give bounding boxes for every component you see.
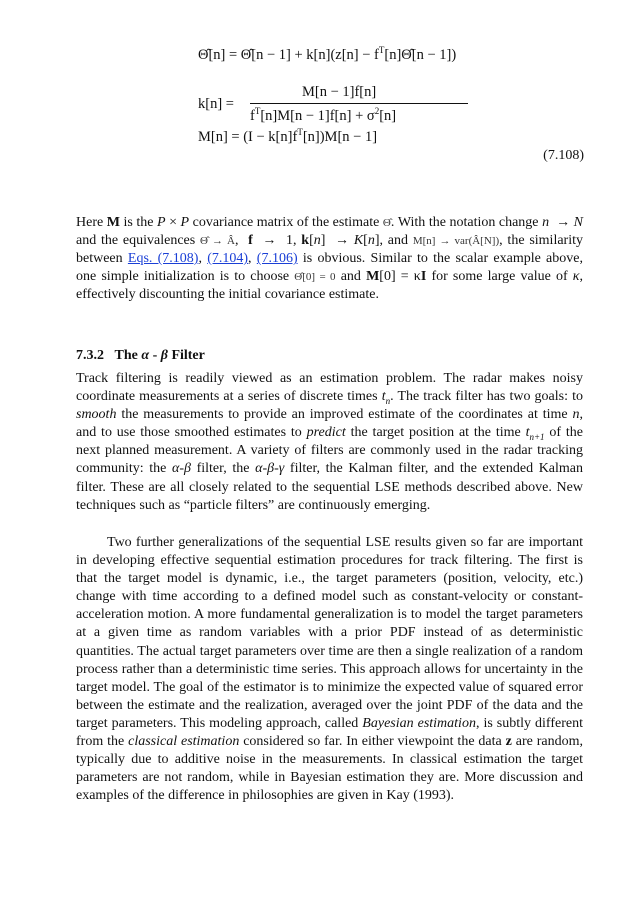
fraction-bar	[250, 103, 468, 104]
equation-gain-denominator: $f^T[n]M[n - 1]f[n] + \sigma^2[n]$	[250, 106, 397, 124]
equation-number: (7.108)	[543, 148, 584, 163]
equation-reference-link[interactable]: (7.104)	[207, 251, 249, 267]
section-heading: 7.3.2 The α - β Filter	[76, 348, 205, 363]
equation-covariance-update: $M[n] = (I - k[n]f^T[n])M[n - 1]$	[198, 127, 378, 145]
equation-gain-numerator: M[n − 1]f[n]	[302, 84, 377, 100]
paragraph-covariance: Here M is the P × P covariance matrix of the estimate Θ̂. With the notation change n → N and the equivalences Θ̂ → Â, f → 1, k[n] → K[n], and M[n] → var(Â[N]), the similarity between Eqs. (7.108), (7.104), (7.106) is obvious. Similar to the scalar example above, one simple initialization is to choose Θ̂[0] = 0 and M[0] = κI for some large value of κ, effectively discounting the initial covariance estimate.	[76, 215, 584, 303]
paragraph-track-filtering: Track filtering is readily viewed as an estimation problem. The radar makes noisy coordinate measurements at a series of discrete times $t_n$. The track filter has two goals: to smooth the measurements to provide an improved estimate of the coordinates at time n, and to use those smoothed estimates to predict the target position at the time $t_{n+1}$ of the next planned measurement. A variety of filters are commonly used in the radar tracking community: the α-β filter, the α-β-γ filter, the Kalman filter, and the extended Kalman filter. These are all closely related to the sequential LSE methods described above. New techniques such as “particle filters” are continuously emerging.	[76, 371, 584, 513]
equation-state-update: Θ̂[n] = Θ̂[n − $1] + k[n](z[n] - f^T[n]\Thetâ[n - 1])$	[198, 45, 457, 63]
paragraph-generalizations: Two further generalizations of the sequential LSE results given so far are important in developing effective sequential estimation procedures for track filtering. The first is that the target model is dynamic, i.e., the target parameters (position, velocity, etc.) change with time according to a defined model such as constant-velocity or constant-acceleration motion. A more fundamental generalization is to model the target parameters at a given time as random variables with a prior PDF instead of as deterministic quantities. The actual target parameters over time are then a single realization of a random process rather than a deterministic time series. This approach allows for uncertainty in the target model. The goal of the estimator is to minimize the expected value of squared error between the estimate and the realization, averaged over the joint PDF of the data and the target parameters. This modeling approach, called Bayesian estimation, is subtly different from the classical estimation considered so far. In either viewpoint the data z are random, typically due to additive noise in the measurements. In classical estimation the target parameters are not random, while in Bayesian estimation they are. More discussion and examples of the difference in philosophies are given in Kay (1993).	[76, 535, 583, 804]
equation-gain-lhs: k[n] =	[198, 96, 234, 112]
equation-reference-link[interactable]: (7.106)	[256, 251, 298, 267]
equation-reference-link[interactable]: Eqs. (7.108)	[127, 251, 199, 267]
